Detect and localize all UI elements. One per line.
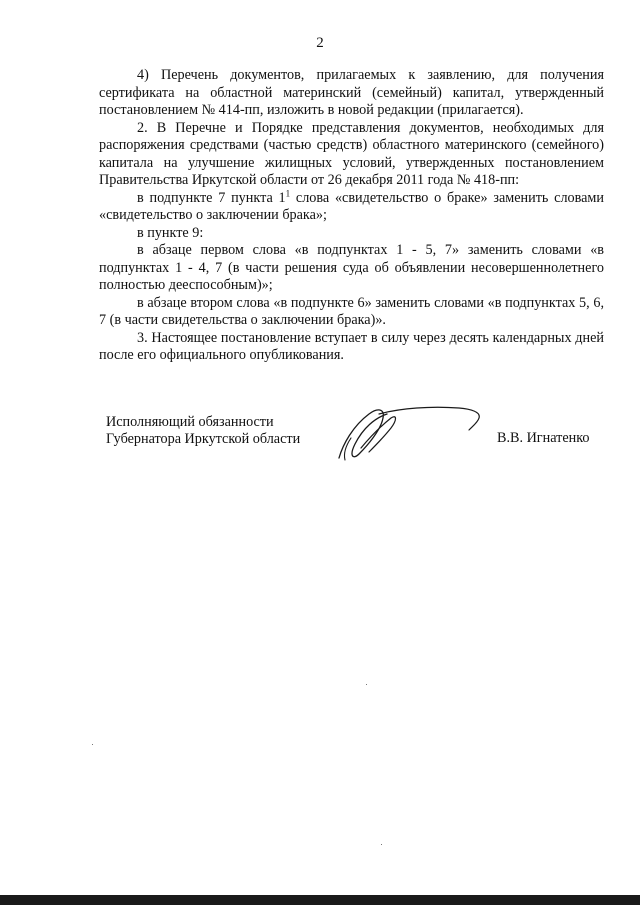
signatory-name: В.В. Игнатенко	[497, 430, 590, 446]
document-body	[99, 67, 604, 365]
page-number: 2	[316, 35, 324, 51]
paragraph-second-abzac: в абзаце втором слова «в подпункте 6» заменить словами «в подпунктах 5, 6, 7 (в части свидетельства о заключении брака)».	[99, 294, 604, 328]
subitem-7-text-before: в подпункте 7 пункта 1	[137, 189, 286, 206]
handwritten-signature	[331, 404, 491, 462]
signature-block	[106, 410, 606, 470]
paragraph-point-9: в пункте 9:	[137, 224, 204, 241]
paragraph-first-abzac: в абзаце первом слова «в подпунктах 1 - 5, 7» заменить словами «в подпунктах 1 - 4, 7 (в части решения суда об объявлении несовершеннолетнего полностью дееспособным)»;	[99, 242, 604, 293]
paragraph-item-4: 4) Перечень документов, прилагаемых к заявлению, для получения сертификата на областной материнский (семейный) капитал, утвержденный постановлением № 414-пп, изложить в новой редакции (прилагается).	[99, 67, 604, 118]
paragraph-subitem-7	[99, 187, 604, 225]
paragraph-section-2: 2. В Перечне и Порядке представления документов, необходимых для распоряжения средствами (частью средств) областного материнского (семейного) капитала на улучшение жилищных условий, утвержденных постановлением Правительства Иркутской области от 26 декабря 2011 года № 418-пп:	[99, 119, 604, 188]
scan-speck	[381, 844, 382, 845]
signatory-title-line1: Исполняющий обязанности	[106, 414, 274, 430]
superscript-index: 1	[285, 187, 291, 198]
signatory-title-line2: Губернатора Иркутской области	[106, 430, 301, 447]
paragraph-section-3: 3. Настоящее постановление вступает в силу через десять календарных дней после его официального опубликования.	[99, 329, 604, 363]
subitem-7-text-after: слова «свидетельство о браке» заменить словами «свидетельство о заключении брака»;	[99, 189, 604, 223]
scan-speck	[366, 684, 367, 685]
scan-speck	[92, 744, 93, 745]
signatory-title	[106, 414, 300, 447]
scan-bottom-border	[0, 895, 640, 905]
